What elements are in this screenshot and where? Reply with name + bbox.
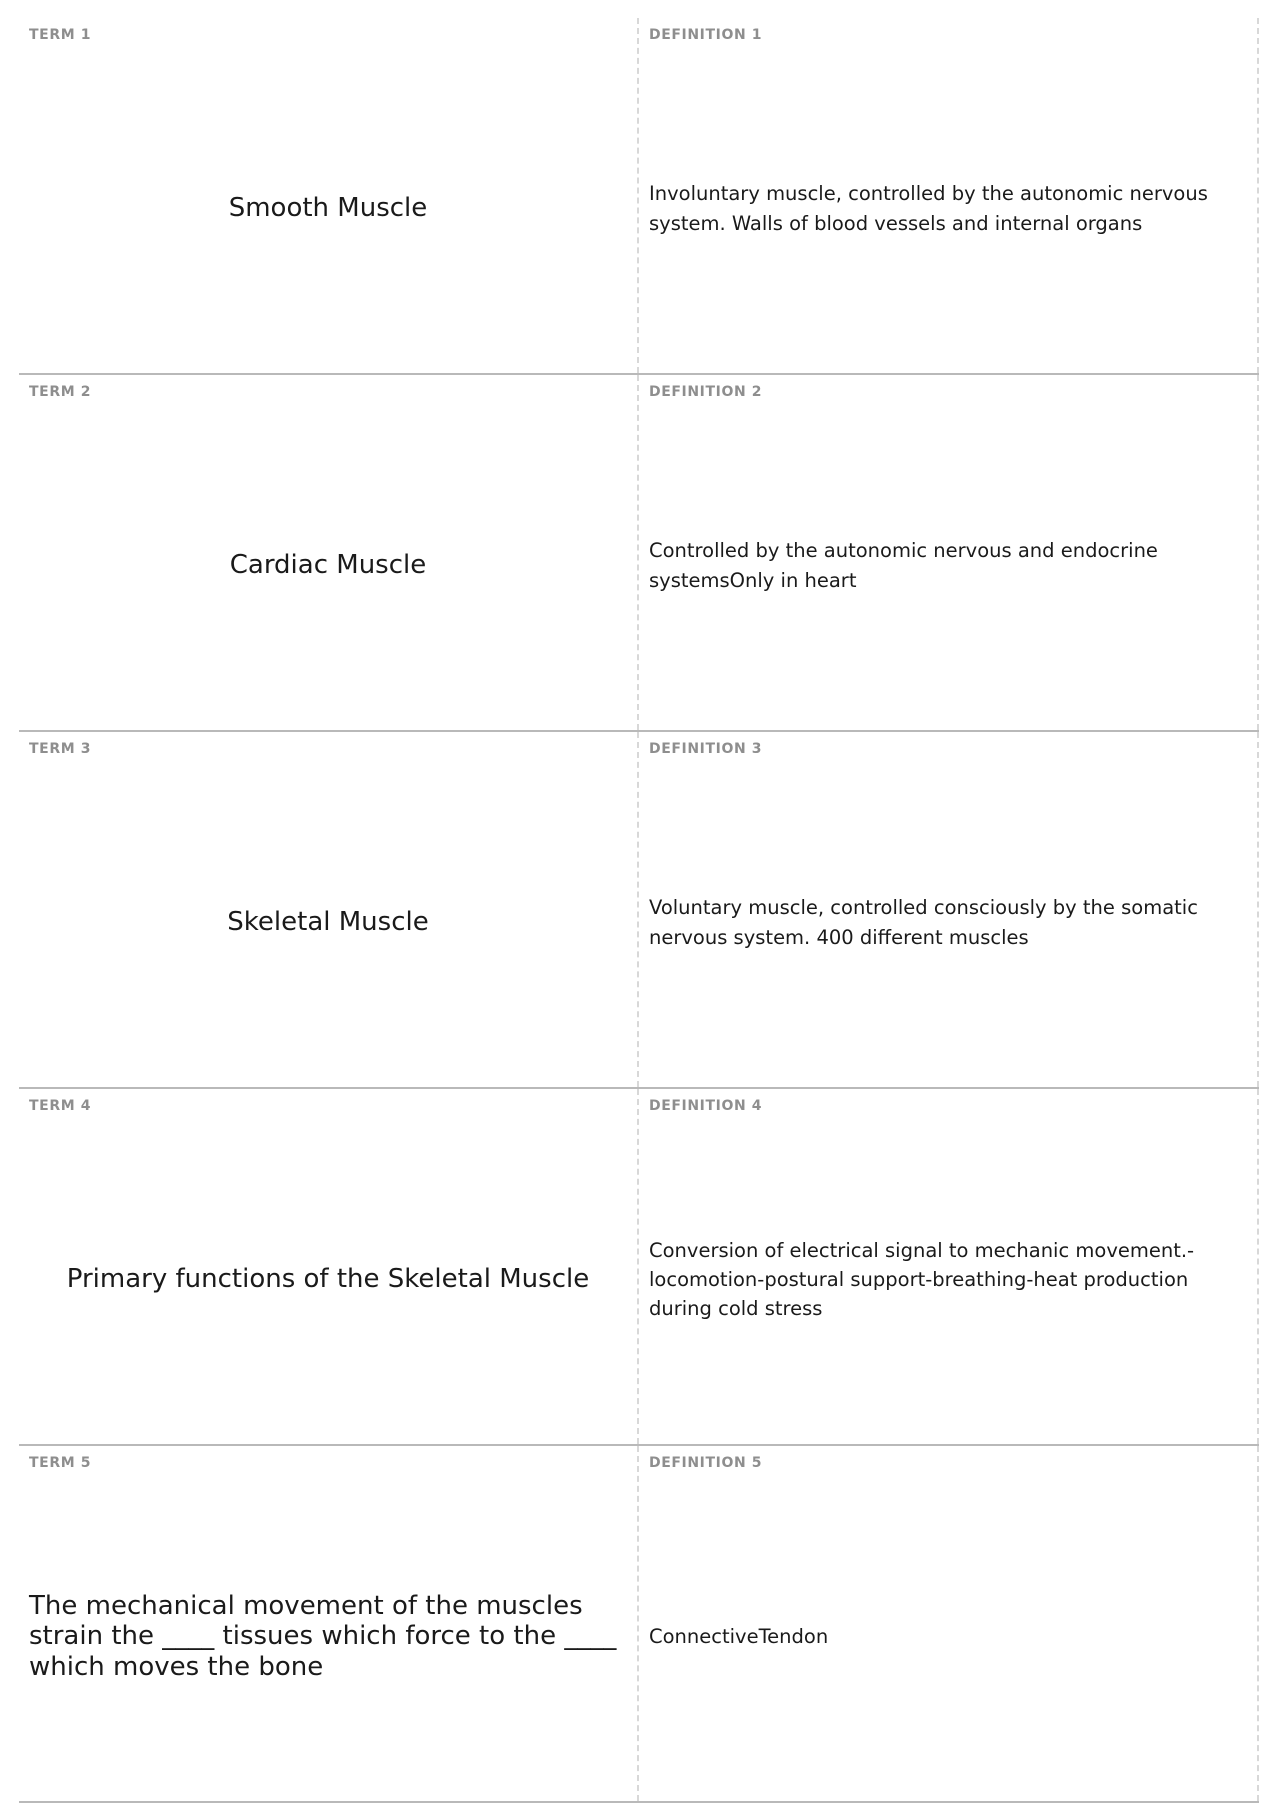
flashcard-row (19, 1089, 1259, 1446)
term-text: Smooth Muscle (228, 193, 428, 224)
term-cell (19, 18, 639, 373)
flashcard-sheet (19, 18, 1259, 1803)
flashcard-row (19, 375, 1259, 732)
definition-text: ConnectiveTendon (649, 1624, 829, 1648)
term-label: TERM 3 (29, 741, 92, 757)
flashcard-row (19, 18, 1259, 375)
term-text: Skeletal Muscle (227, 907, 429, 938)
definition-cell (639, 18, 1259, 373)
term-text: Primary functions of the Skeletal Muscle (66, 1264, 590, 1295)
definition-text: Voluntary muscle, controlled consciously by the somatic nervous system. 400 different muscles (649, 896, 1198, 949)
definition-text: Involuntary muscle, controlled by the autonomic nervous system. Walls of blood vessels and internal organs (649, 182, 1208, 235)
flashcard-row (19, 732, 1259, 1089)
term-cell (19, 1089, 639, 1444)
definition-cell (639, 732, 1259, 1087)
definition-label: DEFINITION 3 (649, 741, 763, 757)
term-label: TERM 4 (29, 1098, 92, 1114)
definition-label: DEFINITION 2 (649, 384, 763, 400)
term-text: The mechanical movement of the muscles strain the ____ tissues which force to the ____ which moves the bone (29, 1590, 617, 1682)
definition-label: DEFINITION 1 (649, 27, 763, 43)
definition-cell (639, 375, 1259, 730)
definition-text: Controlled by the autonomic nervous and endocrine systemsOnly in heart (649, 539, 1158, 592)
definition-label: DEFINITION 4 (649, 1098, 763, 1114)
term-label: TERM 5 (29, 1455, 92, 1471)
definition-label: DEFINITION 5 (649, 1455, 763, 1471)
term-cell (19, 1446, 639, 1801)
term-label: TERM 1 (29, 27, 92, 43)
term-cell (19, 375, 639, 730)
term-label: TERM 2 (29, 384, 92, 400)
term-cell (19, 732, 639, 1087)
definition-text: Conversion of electrical signal to mechanic movement.-locomotion-postural support-breathing-heat production during cold stress (649, 1238, 1195, 1321)
definition-cell (639, 1089, 1259, 1444)
term-text: Cardiac Muscle (229, 550, 427, 581)
flashcard-row (19, 1446, 1259, 1803)
definition-cell (639, 1446, 1259, 1801)
